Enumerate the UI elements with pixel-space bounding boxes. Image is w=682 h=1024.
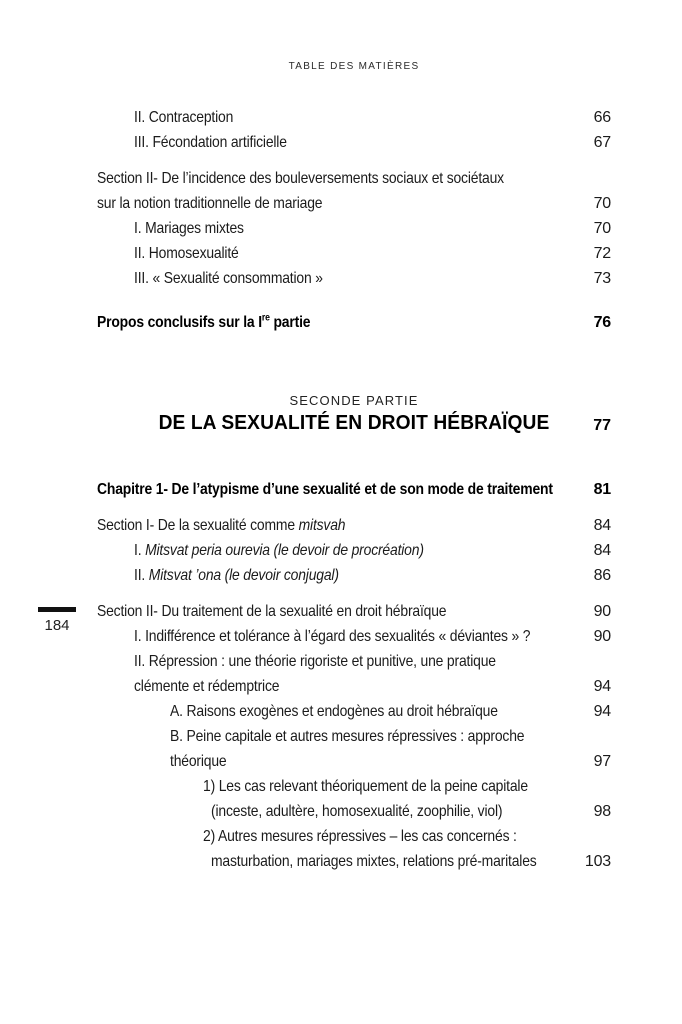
- toc-entry-text-part: B. Peine capitale et autres mesures répressives : approche: [170, 728, 525, 745]
- toc-entry: [97, 774, 611, 799]
- toc-page-number: 90: [588, 624, 611, 649]
- toc-entry: [97, 699, 611, 724]
- toc-page-number: 90: [588, 599, 611, 624]
- toc-entry-text-part: (inceste, adultère, homosexualité, zoophilie, viol): [211, 803, 503, 820]
- toc-entry-text: [134, 130, 287, 155]
- toc-entry: [97, 477, 611, 502]
- toc-entry-text: [203, 774, 528, 799]
- toc-entry-text-part: masturbation, mariages mixtes, relations pré-maritales: [211, 853, 537, 870]
- toc-entry: [97, 513, 611, 538]
- toc-entry: [97, 849, 611, 874]
- toc-entry-text-part: Mitsvat ’ona (le devoir conjugal): [148, 567, 339, 584]
- running-head: TABLE DES MATIÈRES: [288, 61, 420, 72]
- toc-page-number: 98: [588, 799, 611, 824]
- toc-entry-text: [134, 649, 496, 674]
- toc-entry-text-part: III. Fécondation artificielle: [134, 134, 287, 151]
- toc-entry: [97, 310, 611, 335]
- toc-entry-text: [134, 216, 244, 241]
- toc-entry-text-part: Mitsvat peria ourevia (le devoir de procréation): [145, 542, 424, 559]
- toc-entry-text-part: I. Indifférence et tolérance à l’égard des sexualités « déviantes » ?: [134, 628, 531, 645]
- toc-entry-text: [97, 191, 322, 216]
- toc-entry-text-part: Propos conclusifs sur la I: [97, 314, 262, 331]
- toc-entry-text: [134, 241, 239, 266]
- toc-entry-text: [97, 477, 553, 502]
- toc-page-number: 70: [588, 216, 611, 241]
- toc-page-number: 97: [588, 749, 611, 774]
- toc-entry-text-part: clémente et rédemptrice: [134, 678, 280, 695]
- toc-page-number: 86: [588, 563, 611, 588]
- toc-page-number: 72: [588, 241, 611, 266]
- toc-entry-text: [170, 749, 226, 774]
- toc-entry-text-part: II. Homosexualité: [134, 245, 239, 262]
- part-page-number: 77: [593, 417, 611, 434]
- toc-page-number: 103: [579, 849, 611, 874]
- toc-entry-text: [97, 310, 310, 335]
- part-title: DE LA SEXUALITÉ EN DROIT HÉBRAÏQUE: [158, 412, 550, 434]
- toc-entry: [97, 674, 611, 699]
- margin-page-marker: [38, 607, 76, 634]
- toc-entry: [97, 599, 611, 624]
- toc-entry-text-part: 1) Les cas relevant théoriquement de la peine capitale: [203, 778, 528, 795]
- toc-entry: [97, 749, 611, 774]
- toc-entry: [97, 824, 611, 849]
- toc-page-number: 84: [588, 513, 611, 538]
- toc-entry-text-part: 2) Autres mesures répressives – les cas concernés :: [203, 828, 517, 845]
- toc-entry: [97, 266, 611, 291]
- toc-entry-text-part: I. Mariages mixtes: [134, 220, 244, 237]
- toc-entry-text-part: Section II- Du traitement de la sexualité en droit hébraïque: [97, 603, 447, 620]
- toc-entry-text: [170, 699, 498, 724]
- toc-entry-text: [97, 513, 345, 538]
- toc-entry-text: [134, 674, 279, 699]
- toc-entry-text: [134, 563, 339, 588]
- toc-entry: [97, 624, 611, 649]
- toc-entry-text-part: théorique: [170, 753, 227, 770]
- toc-page-number: 76: [588, 310, 611, 335]
- margin-rule: [38, 607, 76, 612]
- toc-entry: [97, 241, 611, 266]
- toc-page-number: 70: [588, 191, 611, 216]
- toc-entry-text-part: A. Raisons exogènes et endogènes au droit hébraïque: [170, 703, 498, 720]
- toc-page-number: 94: [588, 699, 611, 724]
- toc-entry: [97, 538, 611, 563]
- part-heading: [97, 391, 611, 436]
- toc-entry-text-part: Section II- De l’incidence des bouleversements sociaux et sociétaux: [97, 170, 504, 187]
- toc-entry-text-part: Section I- De la sexualité comme: [97, 517, 299, 534]
- toc-entry: [97, 724, 611, 749]
- part-kicker: SECONDE PARTIE: [289, 393, 419, 408]
- toc-page-number: 73: [588, 266, 611, 291]
- toc-entry: [97, 649, 611, 674]
- toc-entry: [97, 799, 611, 824]
- toc-entry: [97, 166, 611, 191]
- toc-entry-text: [211, 799, 502, 824]
- toc-entry-text-part: II. Contraception: [134, 109, 234, 126]
- toc-entry-text-part: partie: [269, 314, 311, 331]
- toc-entry-text: [211, 849, 537, 874]
- toc-entry-text-part: sur la notion traditionnelle de mariage: [97, 195, 323, 212]
- toc-entry-text: [97, 166, 504, 191]
- toc-entry-text: [97, 599, 446, 624]
- margin-page-number: 184: [44, 617, 70, 634]
- toc-page-number: 66: [588, 105, 611, 130]
- toc-entry: [97, 105, 611, 130]
- toc-entry-text-part: I.: [134, 542, 146, 559]
- toc-entry-text: [134, 624, 530, 649]
- toc-entry-text: [134, 105, 233, 130]
- toc-entry: [97, 563, 611, 588]
- toc-entry-text-part: mitsvah: [298, 517, 346, 534]
- toc-entry-text-part: II. Répression : une théorie rigoriste et punitive, une pratique: [134, 653, 496, 670]
- toc-entry: [97, 216, 611, 241]
- toc-entry-text-part: re: [261, 312, 270, 324]
- toc-entry: [97, 191, 611, 216]
- toc-page-number: 67: [588, 130, 611, 155]
- toc-entry-text: [203, 824, 517, 849]
- toc-page-number: 81: [588, 477, 611, 502]
- toc-entry-text: [134, 538, 424, 563]
- toc-page-number: 84: [588, 538, 611, 563]
- toc-entry: [97, 130, 611, 155]
- toc-entry-text-part: II.: [134, 567, 149, 584]
- toc-entry-text-part: Chapitre 1- De l’atypisme d’une sexualité et de son mode de traitement: [97, 481, 553, 498]
- toc-entry-text: [170, 724, 524, 749]
- toc-entry-text: [134, 266, 323, 291]
- toc-page-number: 94: [588, 674, 611, 699]
- toc-entry-text-part: III. « Sexualité consommation »: [134, 270, 323, 287]
- toc-list: [97, 105, 611, 874]
